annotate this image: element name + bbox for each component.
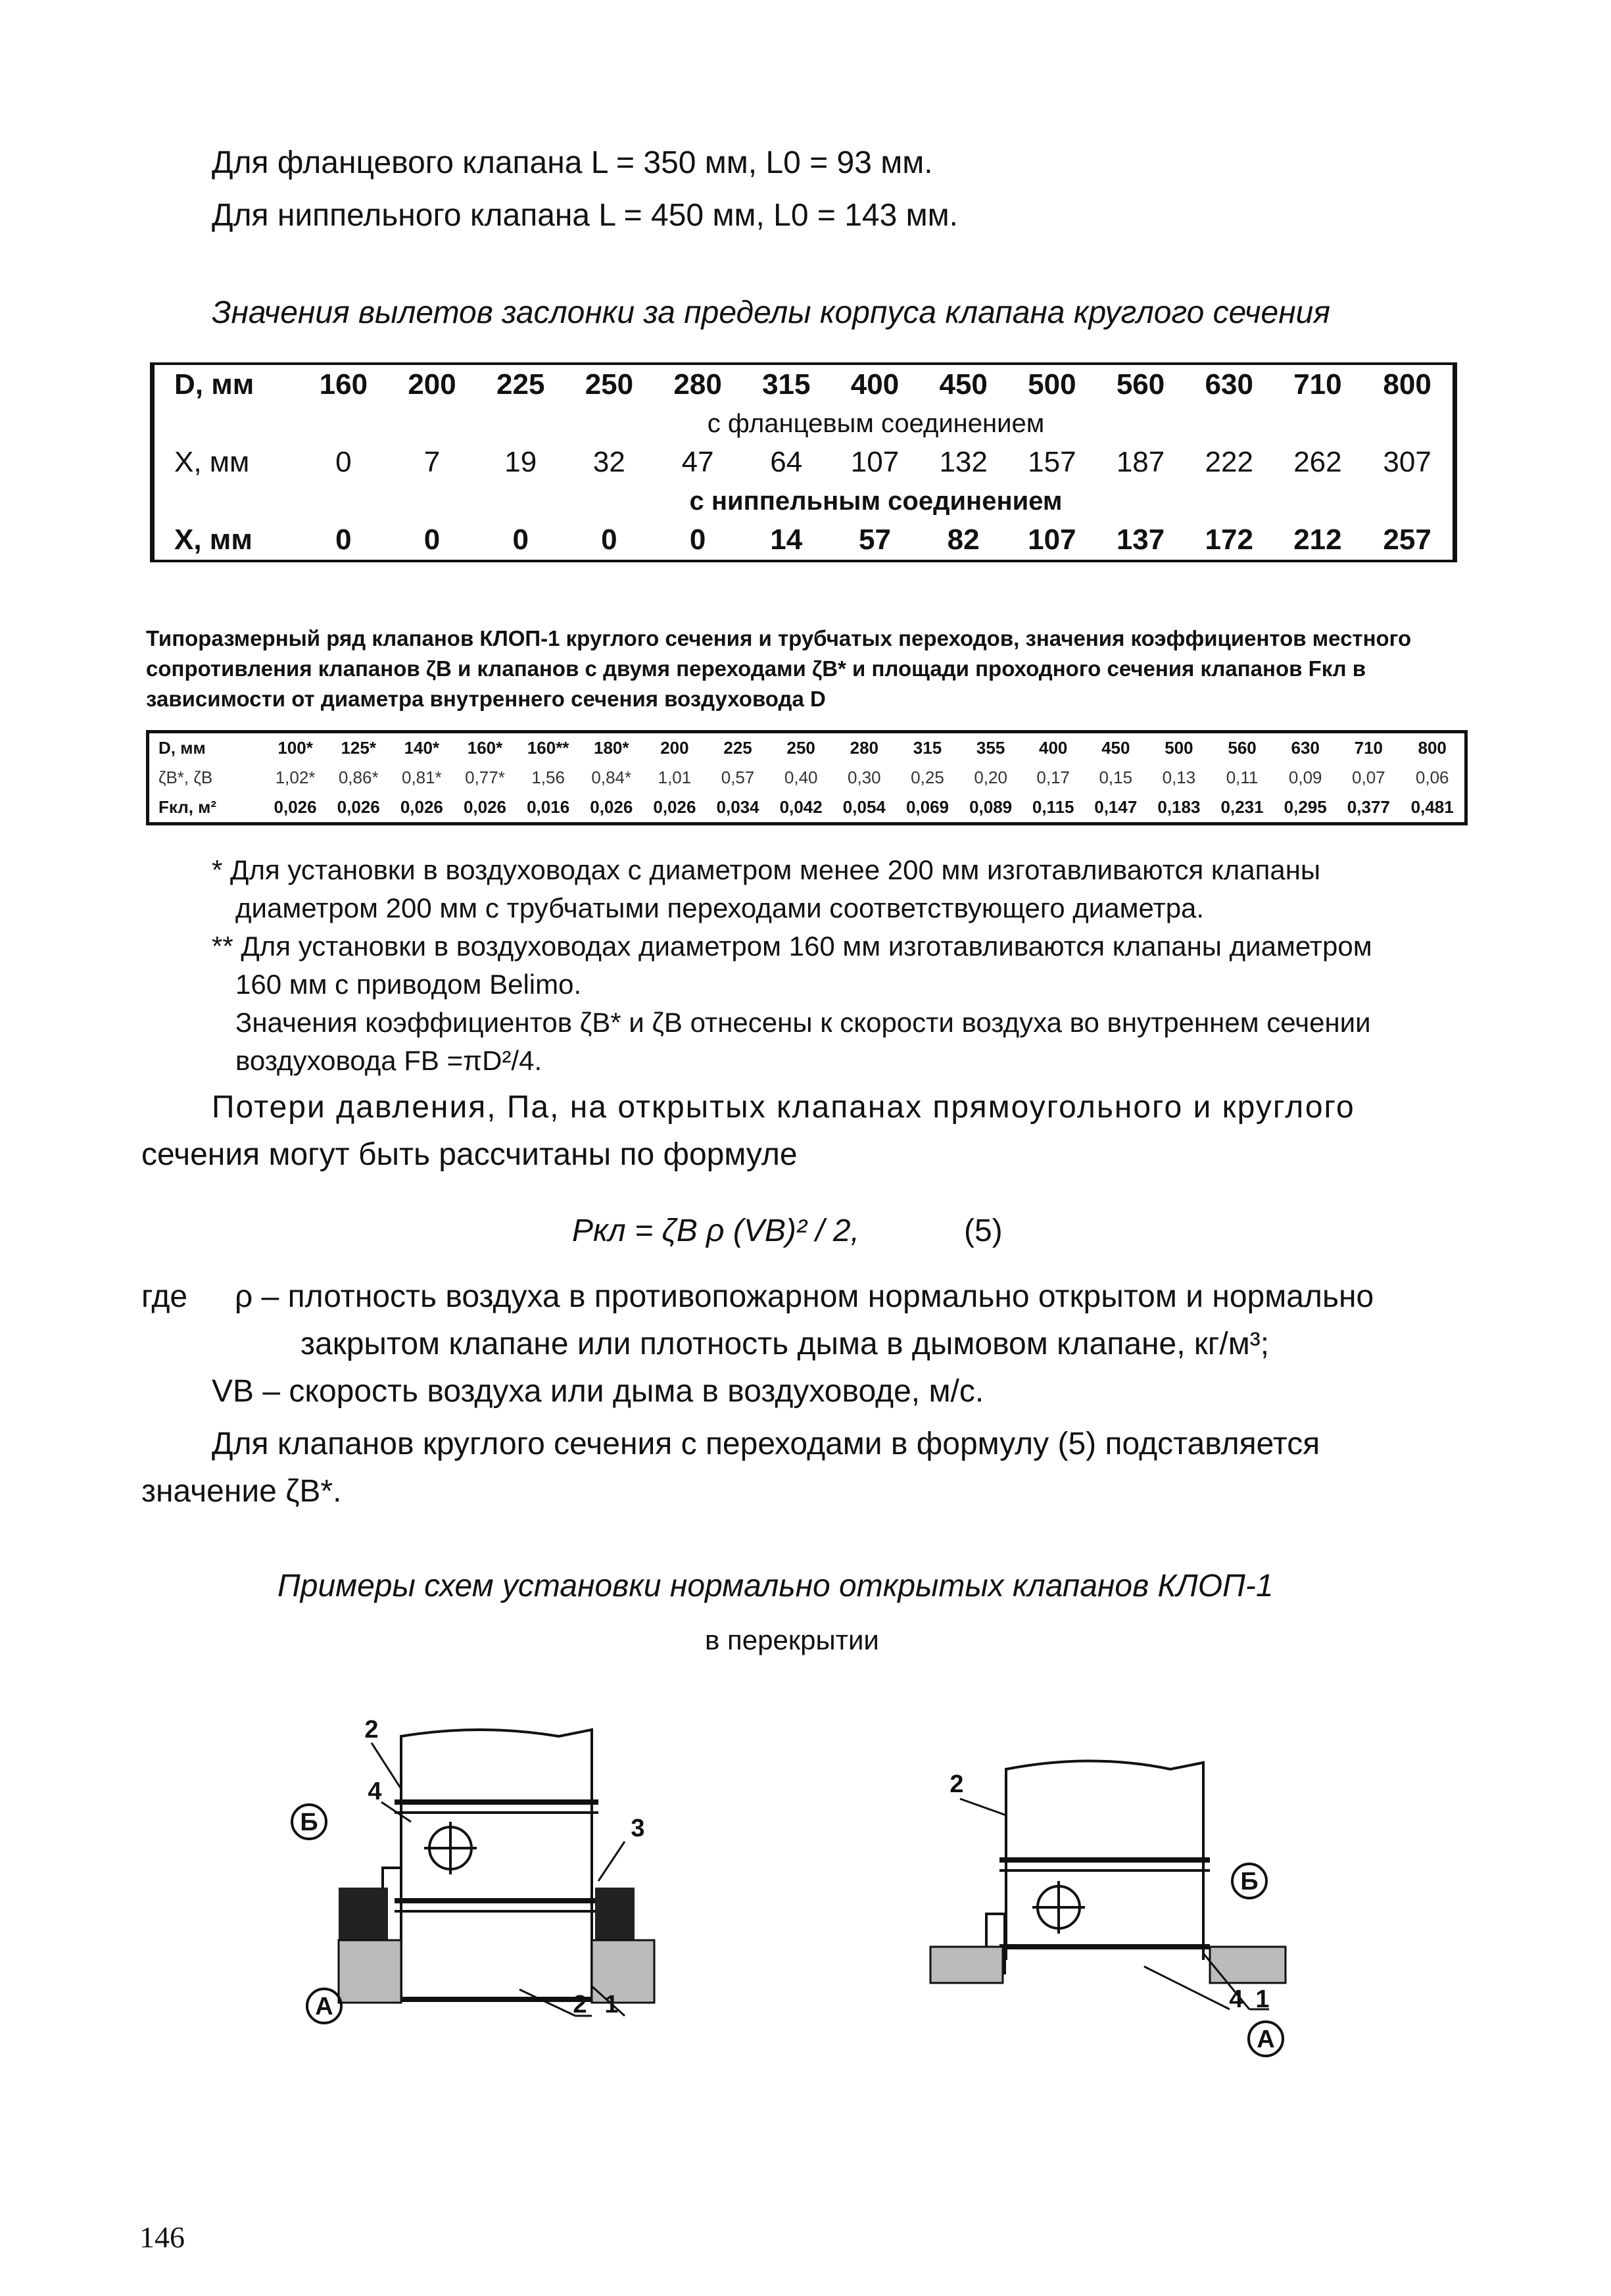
table-cell: 0 [335,524,352,556]
table-cell: 0,11 [1226,768,1259,787]
figures-caption: Примеры схем установки нормально открытых клапанов КЛОП-1 [277,1569,1274,1603]
definition-rho-2: закрытом клапане или плотность дыма в дымовом клапане, кг/м³; [301,1327,1270,1361]
table-cell: 107 [1028,524,1076,556]
label-a: А [1257,2026,1275,2053]
nipple-valve-line: Для ниппельного клапана L = 450 мм, L0 = 143 мм. [212,198,958,233]
table-cell: 0,481 [1410,797,1454,817]
table-cell: 212 [1293,524,1342,556]
label-b: Б [1240,1868,1259,1895]
table-cell: 315 [762,368,811,401]
right-installation-diagram [921,1749,1315,2053]
table-header-label: D, мм [174,368,254,401]
table-cell: 0,016 [527,797,570,817]
table-cell: 225 [723,738,752,758]
table1-caption: Значения вылетов заслонки за пределы корпуса клапана круглого сечения [212,295,1330,330]
table-cell: 19 [504,446,537,478]
label-2b: 2 [573,1991,587,2018]
table-cell: 0 [335,446,352,478]
table-cell: 82 [947,524,980,556]
row-label: ζВ*, ζВ [158,768,213,787]
table-cell: 500 [1028,368,1076,401]
table-cell: 100* [277,738,313,758]
paragraph-1b: сечения могут быть рассчитаны по формуле [141,1137,798,1172]
table-cell: 280 [850,738,879,758]
table-cell: 0,15 [1099,768,1133,787]
table-row [148,732,1466,764]
table-cell: 157 [1028,446,1076,478]
table-cell: 315 [913,738,942,758]
table-cell: 560 [1116,368,1165,401]
table-cell: 32 [592,446,625,478]
table-cell: 172 [1205,524,1253,556]
table-cell: 0,295 [1284,797,1327,817]
where-label: где [141,1279,188,1314]
table-row [153,364,1455,404]
definition-v: VВ – скорость воздуха или дыма в воздуховоде, м/с. [212,1374,984,1409]
table-cell: 140* [404,738,440,758]
table-cell: 0,06 [1415,768,1449,787]
paragraph-2b: значение ζВ*. [141,1474,342,1509]
table-cell: 355 [976,738,1005,758]
table-cell: 0,86* [338,768,379,787]
table-cell: 222 [1205,446,1253,478]
section-title: с ниппельным соединением [689,486,1063,516]
label-4: 4 [368,1778,382,1805]
table-cell: 280 [673,368,722,401]
table-row [148,793,1466,824]
table-cell: 0,30 [848,768,881,787]
table-cell: 0,089 [969,797,1013,817]
figures-subcaption: в перекрытии [705,1624,879,1655]
table-cell: 560 [1228,738,1257,758]
table-cell: 0,25 [911,768,944,787]
table-cell: 400 [1039,738,1068,758]
table-row [153,482,1455,520]
table-cell: 0,026 [653,797,696,817]
table-cell: 0,183 [1157,797,1201,817]
table-cell: 225 [496,368,545,401]
table-cell: 132 [939,446,988,478]
table-cell: 0,231 [1220,797,1264,817]
row-label: Fкл, м² [158,797,217,817]
flange-valve-line: Для фланцевого клапана L = 350 мм, L0 = 93 мм. [212,145,933,180]
table-cell: 160 [319,368,368,401]
table-cell: 200 [408,368,456,401]
table-cell: 0,07 [1352,768,1385,787]
table-cell: 0,054 [842,797,886,817]
table-cell: 257 [1383,524,1431,556]
page-number: 146 [139,2220,185,2254]
note-3a: Значения коэффициентов ζВ* и ζВ отнесены к скорости воздуха во внутреннем сечении [235,1007,1371,1038]
row-label: X, мм [174,524,252,556]
table-cell: 0,026 [400,797,443,817]
table-cell: 187 [1116,446,1165,478]
table-cell: 800 [1383,368,1431,401]
table-cell: 14 [770,524,803,556]
table-cell: 0,026 [463,797,507,817]
table-cell: 160* [467,738,503,758]
table2-caption: Типоразмерный ряд клапанов КЛОП-1 круглого сечения и трубчатых переходов, значения коэффициентов местного сопротивления клапанов ζВ и клапанов с двумя переходами ζВ* и площади проходного сечения клапанов Fкл в зависимости от диаметра внутреннего сечения воздуховода D [146,626,1412,711]
table-row [148,763,1466,793]
table-cell: 0,377 [1347,797,1390,817]
table-cell: 47 [681,446,714,478]
table-cell: 0,026 [590,797,633,817]
table-cell: 0,40 [784,768,818,787]
formula: Pкл = ζВ ρ (VВ)² / 2, [572,1213,859,1248]
table-cell: 0,147 [1094,797,1138,817]
table-cell: 630 [1205,368,1253,401]
table-cell: 0,57 [721,768,755,787]
label-3: 3 [631,1815,645,1842]
label-1: 1 [1255,1986,1270,2013]
label-2: 2 [364,1716,379,1744]
table-cell: 0 [689,524,706,556]
table-cell: 262 [1293,446,1342,478]
table-cell: 0,17 [1036,768,1070,787]
note-1a: * Для установки в воздуховодах с диаметром менее 200 мм изготавливаются клапаны [212,854,1321,885]
table-cell: 800 [1418,738,1447,758]
table-cell: 400 [850,368,900,401]
table-cell: 710 [1354,738,1383,758]
label-b: Б [300,1809,318,1836]
table-cell: 0,115 [1032,797,1074,817]
table-cell: 0,026 [337,797,380,817]
table-cell: 180* [594,738,629,758]
table-cell: 0,77* [465,768,505,787]
row-label: X, мм [174,446,250,478]
table-cell: 0 [512,524,529,556]
table-cell: 0,034 [716,797,759,817]
table-cell: 7 [423,446,441,478]
table-cell: 450 [939,368,988,401]
sizes-table [146,730,1468,825]
table-cell: 710 [1293,368,1342,401]
table-cell: 250 [585,368,634,401]
table-cell: 0 [423,524,441,556]
table-cell: 1,02* [275,768,316,787]
table-cell: 0,20 [974,768,1007,787]
note-1b: диаметром 200 мм с трубчатыми переходами соответствующего диаметра. [235,892,1205,923]
table-cell: 1,01 [658,768,692,787]
table-cell: 137 [1116,524,1165,556]
table-cell: 0 [601,524,617,556]
overhang-table [150,362,1457,562]
table-cell: 200 [660,738,689,758]
table-cell: 64 [770,446,803,478]
definition-rho-1: ρ – плотность воздуха в противопожарном нормально открытом и нормально [235,1279,1374,1314]
table-cell: 0,026 [274,797,317,817]
label-4: 4 [1229,1986,1243,2013]
paragraph-2a: Для клапанов круглого сечения с переходами в формулу (5) подставляется [212,1427,1320,1461]
table-cell: 0,09 [1288,768,1322,787]
table-cell: 0,84* [591,768,632,787]
table-cell: 0,13 [1162,768,1196,787]
row-label: D, мм [158,738,206,758]
note-2b: 160 мм с приводом Belimo. [235,969,582,1000]
table-cell: 307 [1383,446,1431,478]
paragraph-1a: Потери давления, Па, на открытых клапанах прямоугольного и круглого [212,1090,1355,1125]
left-installation-diagram [283,1716,756,2026]
table-cell: 250 [786,738,815,758]
table-row [153,443,1455,482]
table-cell: 500 [1165,738,1193,758]
table-cell: 0,81* [401,768,442,787]
table-cell: 125* [341,738,376,758]
table-cell: 57 [858,524,891,556]
formula-number: (5) [964,1213,1003,1248]
table-cell: 1,56 [531,768,565,787]
table-cell: 107 [850,446,900,478]
label-2: 2 [950,1771,964,1798]
note-2a: ** Для установки в воздуховодах диаметром 160 мм изготавливаются клапаны диаметром [212,931,1372,962]
label-a: А [315,1993,333,2020]
label-1: 1 [604,1991,619,2018]
table-cell: 0,042 [779,797,823,817]
table-cell: 160** [527,738,569,758]
table-cell: 630 [1291,738,1320,758]
table-cell: 0,069 [905,797,950,817]
note-3b: воздуховода FВ =πD²/4. [235,1045,542,1076]
section-title: с фланцевым соединением [707,408,1045,438]
table-cell: 450 [1101,738,1130,758]
table-row [153,520,1455,561]
table-row [153,404,1455,443]
